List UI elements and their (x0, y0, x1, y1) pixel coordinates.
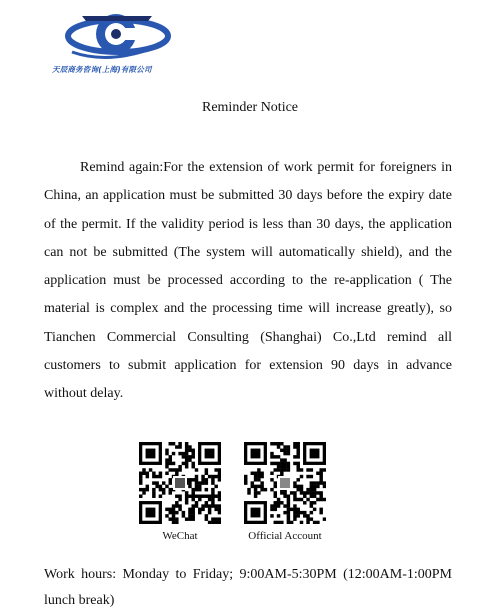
notice-title: Reminder Notice (201, 100, 299, 115)
official-account-caption: Official Account (248, 530, 322, 542)
work-hours: Work hours: Monday to Friday; 9:00AM-5:30PM (12:00AM-1:00PM lunch break) (44, 567, 452, 608)
official-account-qr-code-icon (244, 442, 326, 524)
company-logo (52, 6, 172, 78)
company-name-chinese: 天辰商务咨询(上海)有限公司 (52, 65, 152, 74)
tianchen-logo-icon (52, 6, 172, 64)
official-account-qr-code (244, 442, 326, 524)
notice-body: Remind again:For the extension of work permit for foreigners in China, an application must be submitted 30 days before the expiry date of the permit. If the validity period is less than 30 days, the application can not be submitted (The system will automatically shield), and the application must be processed according to the re-application ( The material is complex and the processing time will increase greatly), so Tianchen Commercial Consulting (Shanghai) Co.,Ltd remind all customers to submit application for extension 90 days in advance without delay. (44, 160, 452, 402)
wechat-caption: WeChat (162, 530, 198, 542)
wechat-qr-code (139, 442, 221, 524)
wechat-qr-code-icon (139, 442, 221, 524)
